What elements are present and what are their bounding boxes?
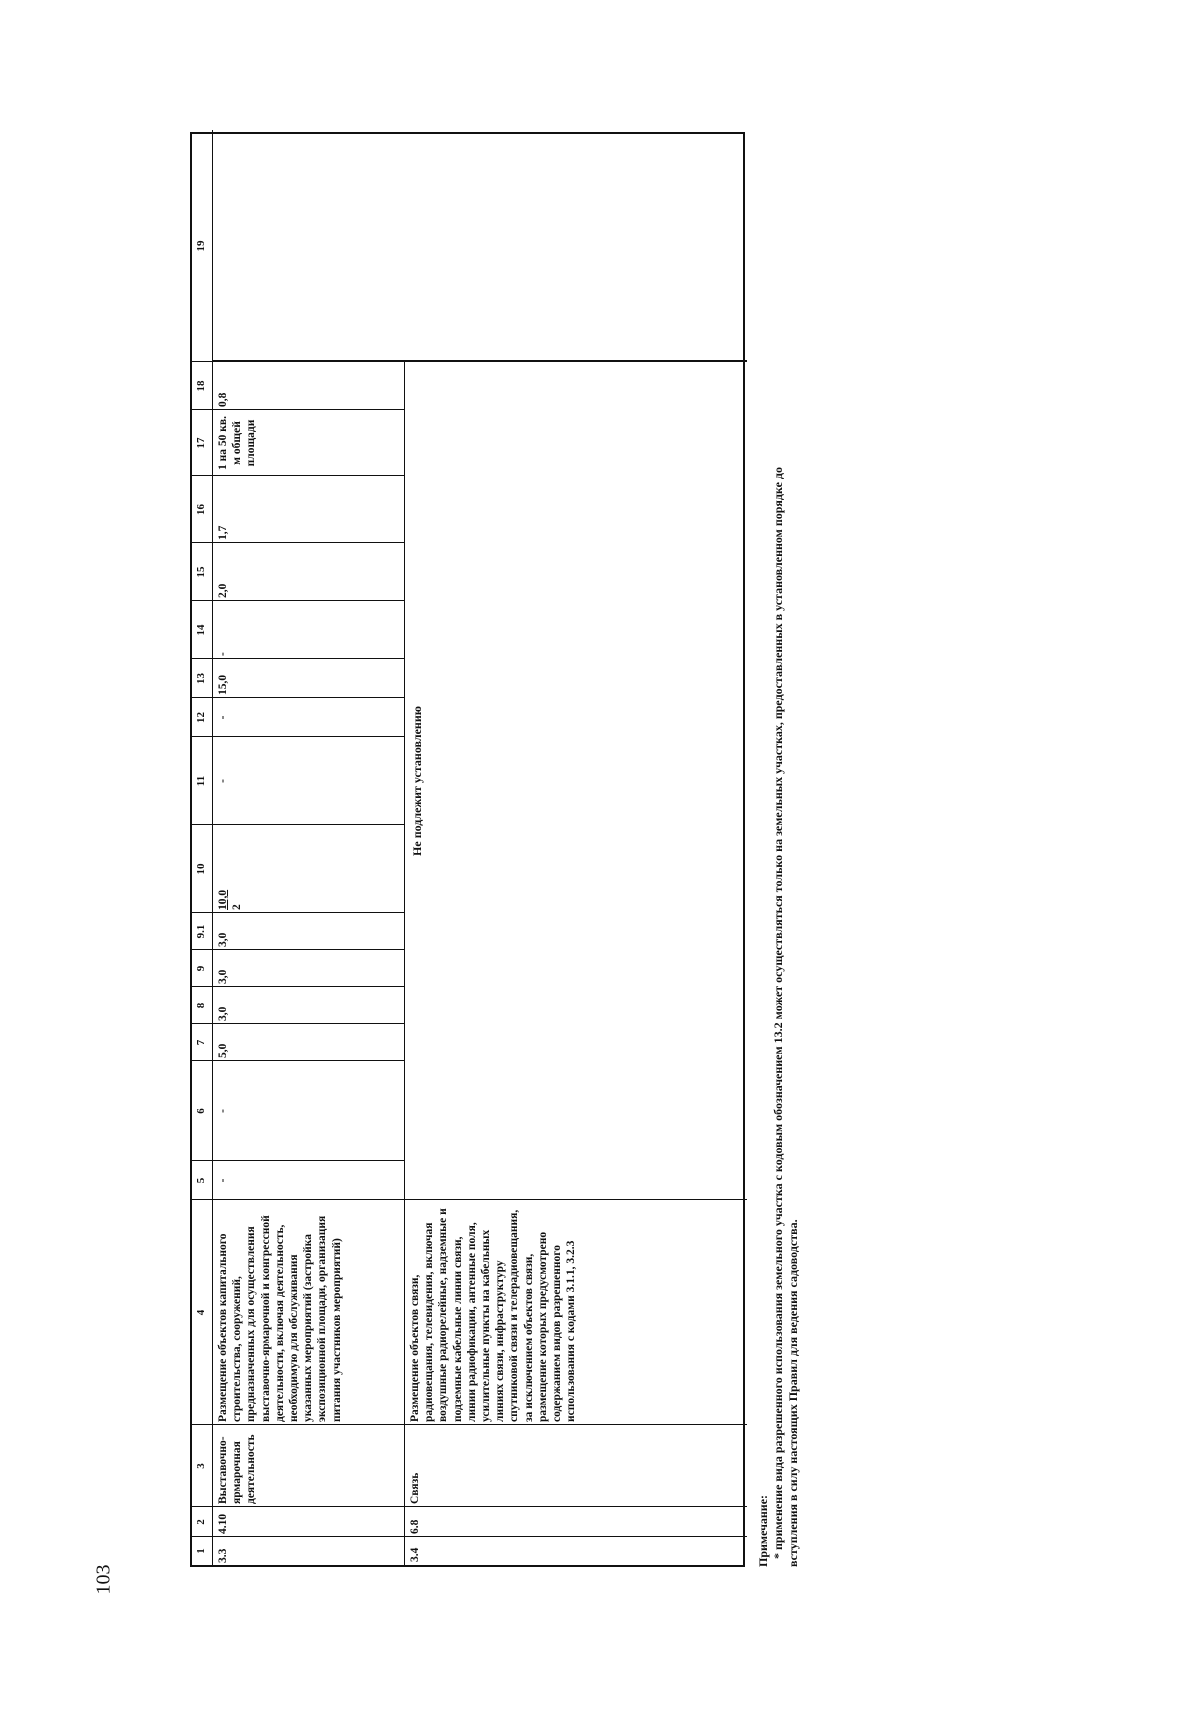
row-divider: [404, 362, 405, 1565]
rotated-page: [190, 132, 800, 1567]
row2-code: 6.8: [409, 1519, 421, 1534]
col-header-6: 6: [195, 1108, 207, 1114]
col-header-2: 2: [195, 1519, 207, 1525]
row1-c6: -: [217, 1109, 229, 1113]
col-header-11: 11: [195, 775, 207, 787]
col-header-1: 1: [195, 1548, 207, 1554]
row1-number: 3.3: [217, 1548, 229, 1563]
col-header-9-1: 9.1: [195, 924, 207, 939]
footnote: [756, 132, 801, 1567]
row1-c16: 1,7: [217, 525, 229, 540]
col-header-9: 9: [195, 965, 207, 972]
row1-c14: -: [217, 652, 229, 656]
header-rule: [212, 130, 213, 1565]
row1-c10: [214, 825, 254, 913]
row1-c12: -: [217, 715, 229, 720]
grid-line: [192, 1506, 747, 1507]
row1-c13: 15,0: [217, 674, 229, 695]
row1-c9-1: 3,0: [217, 932, 229, 947]
row2-description: Размещение объектов связи, радиовещания, телевидения, включая воздушные радиорелейные, надземные и подземные кабельные линии связи, линии радиофикации, антенные поля, усилительные пункты на кабельных линиях связи, инфраструктуру спутниковой связи и телерадиовещания, за исключением объектов связи, размещение которых предусмотрено содержанием видов разрешенного использования с кодами 3.1.1, 3.2.3: [409, 1208, 578, 1422]
row1-code: 4.10: [217, 1513, 229, 1534]
grid-line: [192, 1536, 747, 1537]
row1-c17: 1 на 50 кв. м общей площади: [217, 416, 258, 470]
row1-c11: -: [217, 779, 229, 783]
row1-c7: 5,0: [217, 1043, 229, 1058]
grid-line: [212, 360, 747, 362]
footnote-line-2: вступления в силу настоящих Правил для ведения садоводства.: [786, 1219, 800, 1567]
row2-merged-cell: Не подлежит установлению: [410, 706, 424, 856]
land-use-table: [190, 132, 745, 1567]
row2-number: 3.4: [409, 1547, 421, 1562]
col-header-10: 10: [195, 863, 207, 875]
grid-line: [192, 361, 212, 362]
col-header-16: 16: [195, 504, 207, 515]
row1-c19: [214, 132, 234, 360]
col-header-19: 19: [195, 240, 207, 252]
footnote-title: Примечание:: [756, 1494, 770, 1567]
col-header-18: 18: [195, 380, 207, 392]
col-header-4: 4: [195, 1309, 207, 1316]
row1-c8: 3,0: [217, 1006, 229, 1021]
row1-c15: 2,0: [217, 583, 229, 598]
col-header-7: 7: [195, 1039, 207, 1046]
grid-line: [192, 1199, 212, 1200]
col-header-17: 17: [195, 437, 207, 449]
col-header-15: 15: [195, 566, 207, 578]
row2-name: Связь: [409, 1472, 421, 1504]
col-header-5: 5: [195, 1177, 207, 1184]
col-header-3: 3: [195, 1463, 207, 1469]
footnote-line-1: * применение вида разрешенного использования земельного участка с кодовым обозначением 13.2 может осуществляться только на земельных участках, предоставленных в установленном порядке до: [771, 467, 785, 1559]
row1-c5: -: [217, 1178, 229, 1183]
row1-c18: 0,8: [217, 392, 229, 407]
col-header-8: 8: [195, 1002, 207, 1009]
col-header-13: 13: [195, 673, 207, 684]
row1-name: Выставочно-ярмарочная деятельность: [217, 1434, 258, 1504]
col-header-14: 14: [195, 624, 207, 636]
row1-c10-denominator: 2: [231, 904, 244, 910]
row1-description: Размещение объектов капитального строительства, сооружений, предназначенных для осуществления выставочно-ярмарочной и конгрессной деятельности, включая деятельность, необходимую для обслуживания указанных мероприятий (застройка экспозиционной площади, организация питания участников мероприятий): [217, 1215, 343, 1422]
row1-c9: 3,0: [217, 969, 229, 984]
col-header-12: 12: [195, 712, 207, 723]
row1-c10-numerator: 10,0: [217, 889, 229, 910]
page-number: 103: [92, 1564, 115, 1595]
